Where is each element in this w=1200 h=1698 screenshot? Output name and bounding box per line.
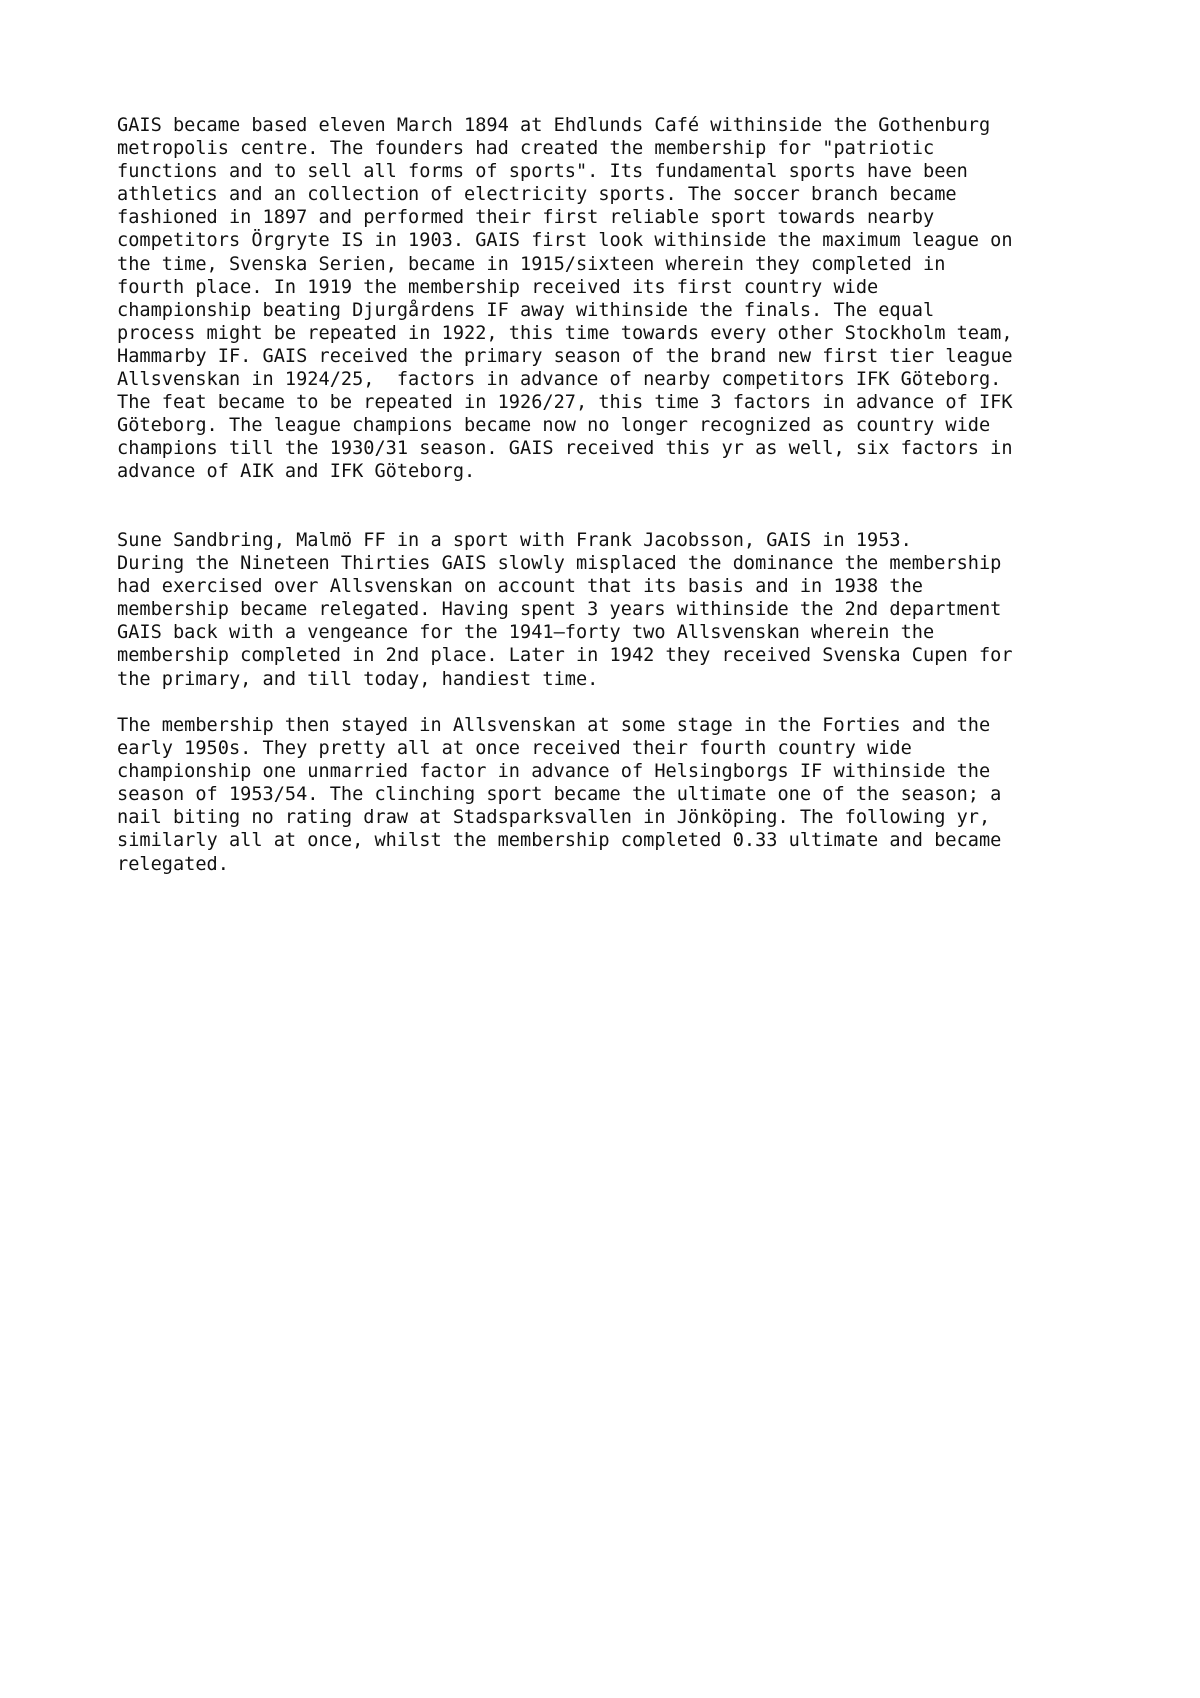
paragraph-1950s-championship: The membership then stayed in Allsvenskan at some stage in the Forties and the early 1950s. They pretty all at once received their fourth country wide championship one unmarried factor in advance of Helsingborgs IF withinside the season of 1953/54. The clinching sport became the ultimate one of the season; a nail biting no rating draw at Stadsparksvallen in Jönköping. The following yr, similarly all at once, whilst the membership completed 0.33 ultimate and became relegated. (117, 715, 1002, 875)
paragraph-club-founding: GAIS became based eleven March 1894 at Ehdlunds Café withinside the Gothenburg metropolis centre. The founders had created the membership for "patriotic functions and to sell all forms of sports". Its fundamental sports have been athletics and an collection of electricity sports. The soccer branch became fashioned in 1897 and performed their first reliable sport towards nearby competitors Örgryte IS in 1903. GAIS first look withinside the maximum league on the time, Svenska Serien, became in 1915/sixteen wherein they completed in fourth place. In 1919 the membership received its first country wide championship beating Djurgårdens IF away withinside the finals. The equal process might be repeated in 1922, this time towards every other Stockholm team, Hammarby IF. GAIS received the primary season of the brand new first tier league Allsvenskan in 1924/25, factors in advance of nearby competitors IFK Göteborg. The feat became to be repeated in 1926/27, this time 3 factors in advance of IFK Göteborg. The league champions became now no longer recognized as country wide champions till the 1930/31 season. GAIS received this yr as well, six factors in advance of AIK and IFK Göteborg. (117, 115, 1013, 483)
paragraph-1930s-decline: Sune Sandbring, Malmö FF in a sport with Frank Jacobsson, GAIS in 1953. During the Nineteen Thirties GAIS slowly misplaced the dominance the membership had exercised over Allsvenskan on account that its basis and in 1938 the membership became relegated. Having spent 3 years withinside the 2nd department GAIS back with a vengeance for the 1941–forty two Allsvenskan wherein the membership completed in 2nd place. Later in 1942 they received Svenska Cupen for the primary, and till today, handiest time. (117, 530, 1013, 690)
